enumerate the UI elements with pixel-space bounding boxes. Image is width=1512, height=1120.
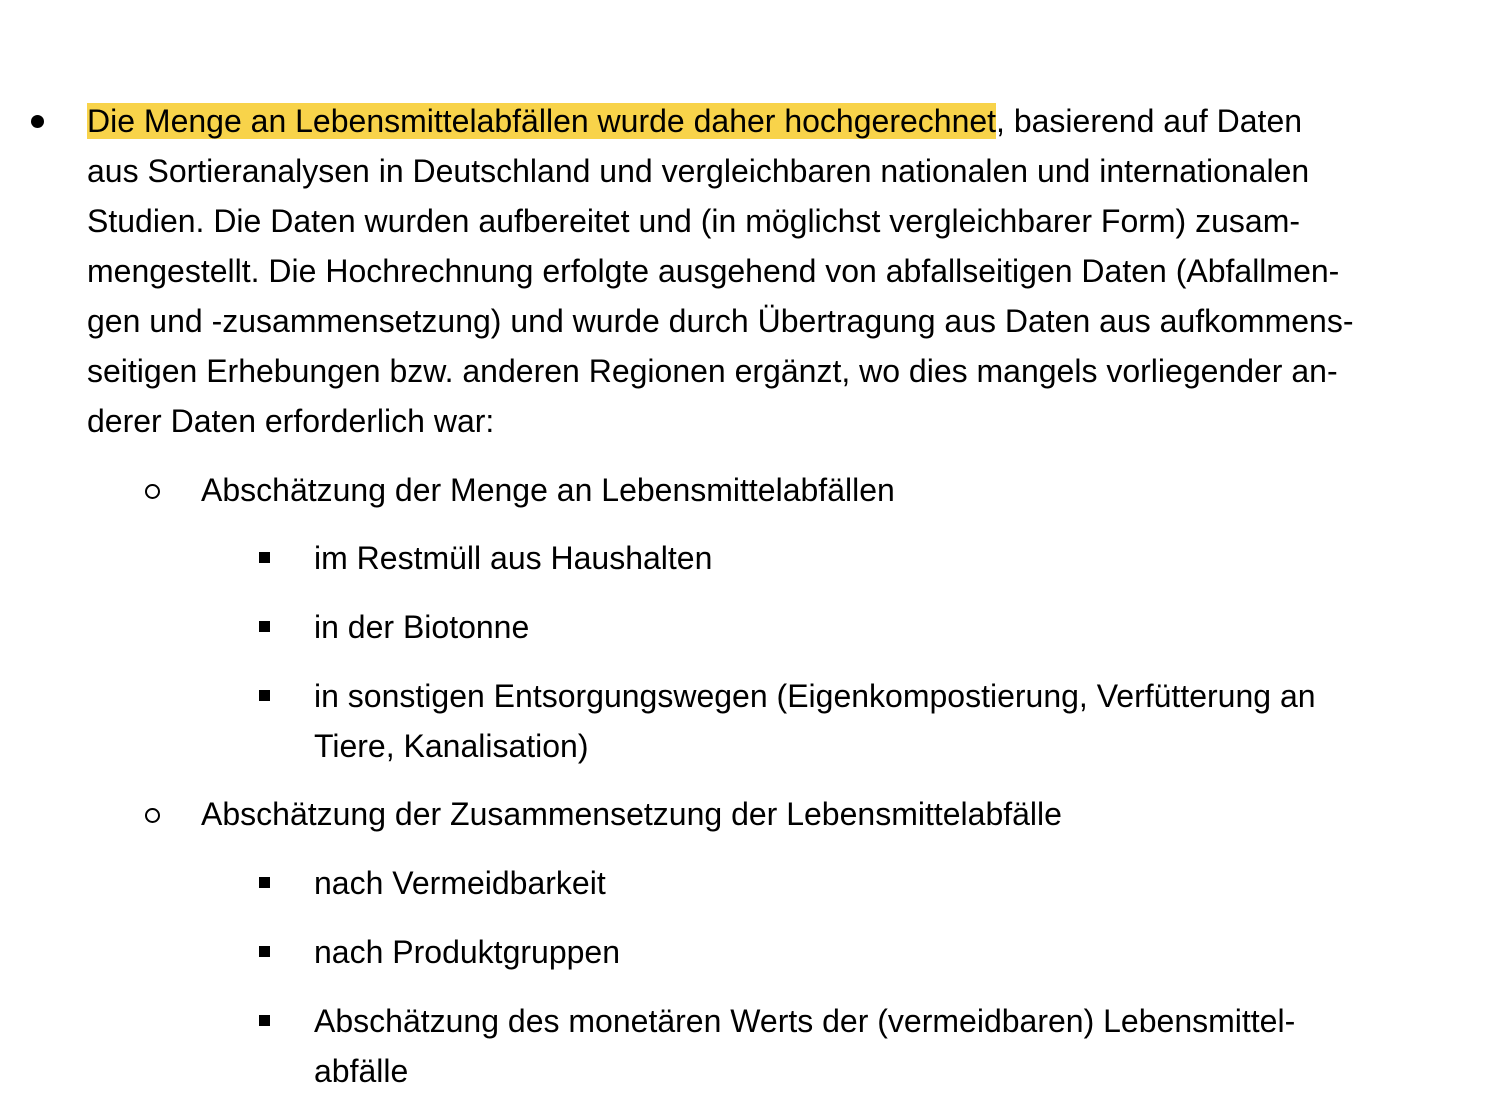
list-item-line: nach Produktgruppen	[314, 934, 620, 970]
square-bullet-marker	[259, 552, 270, 563]
list-item-line: in der Biotonne	[314, 609, 530, 645]
bullet-dot-marker	[31, 115, 44, 128]
list-item	[314, 671, 1316, 771]
paragraph-line-1	[87, 96, 1477, 146]
list-item-line: in sonstigen Entsorgungswegen (Eigenkompostierung, Verfütterung an	[314, 678, 1316, 714]
sublist-label: Abschätzung der Menge an Lebensmittelabfällen	[201, 472, 895, 508]
highlighted-text: Die Menge an Lebensmittelabfällen wurde daher hochgerechnet	[87, 103, 997, 139]
paragraph-line-3: Studien. Die Daten wurden aufbereitet und (in möglichst vergleichbarer Form) zusam-	[87, 203, 1300, 239]
paragraph-line-4: mengestellt. Die Hochrechnung erfolgte ausgehend von abfallseitigen Daten (Abfallmen-	[87, 253, 1340, 289]
circle-bullet-marker	[145, 484, 160, 499]
list-item-line-continued: Tiere, Kanalisation)	[314, 728, 589, 764]
paragraph-line-1-rest: , basierend auf Daten	[996, 103, 1303, 139]
paragraph-line-2: aus Sortieranalysen in Deutschland und vergleichbaren nationalen und internationalen	[87, 153, 1310, 189]
paragraph-line-7: derer Daten erforderlich war:	[87, 403, 495, 439]
list-item	[314, 996, 1295, 1096]
list-item	[314, 602, 529, 652]
square-bullet-marker	[259, 877, 270, 888]
list-item-line: im Restmüll aus Haushalten	[314, 540, 713, 576]
list-item	[314, 533, 712, 583]
square-bullet-marker	[259, 946, 270, 957]
paragraph-line-6: seitigen Erhebungen bzw. anderen Regionen ergänzt, wo dies mangels vorliegender an-	[87, 353, 1338, 389]
list-item	[314, 927, 620, 977]
list-item-line: nach Vermeidbarkeit	[314, 865, 606, 901]
list-item	[314, 858, 606, 908]
square-bullet-marker	[259, 621, 270, 632]
square-bullet-marker	[259, 690, 270, 701]
list-item-line-continued: abfälle	[314, 1053, 409, 1089]
list-item-line: Abschätzung des monetären Werts der (vermeidbaren) Lebensmittel-	[314, 1003, 1296, 1039]
circle-bullet-marker	[145, 808, 160, 823]
square-bullet-marker	[259, 1015, 270, 1026]
sublist-label: Abschätzung der Zusammensetzung der Lebensmittelabfälle	[201, 796, 1062, 832]
paragraph-line-5: gen und -zusammensetzung) und wurde durch Übertragung aus Daten aus aufkommens-	[87, 303, 1354, 339]
main-paragraph	[87, 96, 1477, 446]
